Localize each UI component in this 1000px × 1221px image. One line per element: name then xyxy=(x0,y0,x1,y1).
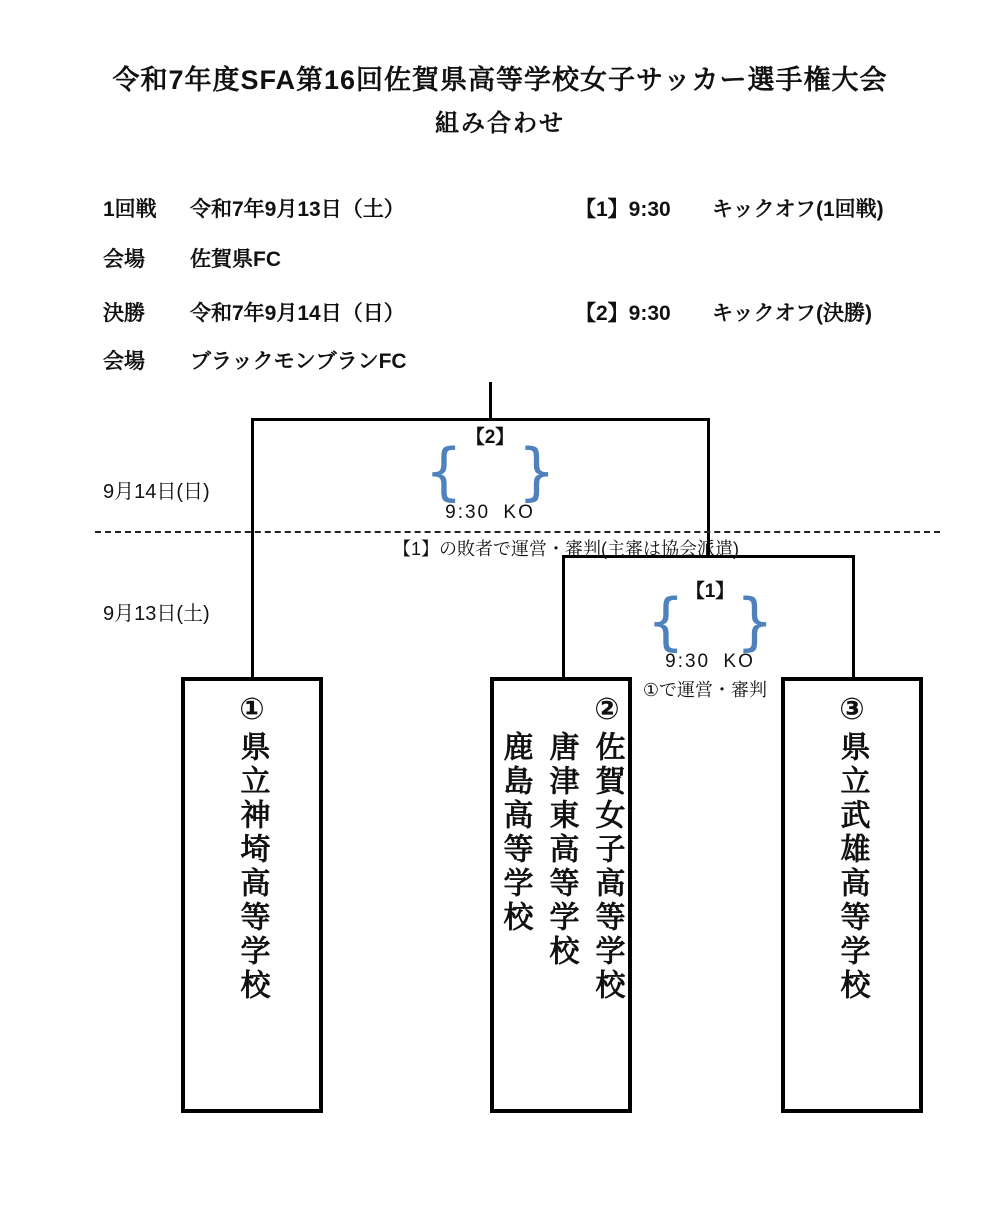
team-box-2 xyxy=(490,677,632,1113)
team-entry xyxy=(836,692,869,1003)
schedule-row-first-round xyxy=(0,193,1000,221)
right-brace-icon xyxy=(518,443,555,501)
final-score-braces xyxy=(424,443,556,501)
match1-label: 【1】 xyxy=(685,581,735,602)
team-entry xyxy=(591,692,624,1003)
schedule-row-final xyxy=(0,297,1000,325)
round-date: 令和7年9月13日（土） xyxy=(190,198,405,221)
venue-name: 佐賀県FC xyxy=(190,248,281,271)
school-name: 鹿島高等学校 xyxy=(498,731,532,935)
school-name: 県立神埼高等学校 xyxy=(235,731,269,1003)
page-subtitle: 組み合わせ xyxy=(435,110,565,137)
match1-right-leg-line xyxy=(852,555,855,677)
seed-number: ③ xyxy=(835,692,869,731)
team-box-3-columns xyxy=(785,681,919,1109)
left-brace-icon xyxy=(425,443,462,501)
match-time-tag: 【2】9:30 xyxy=(575,302,671,325)
final-horizontal-line xyxy=(251,418,710,421)
match1-left-leg-line xyxy=(562,555,565,677)
seed-number: ① xyxy=(235,692,269,731)
school-name: 唐津東高等学校 xyxy=(544,731,578,969)
round-label: 決勝 xyxy=(103,302,145,325)
round-date: 令和7年9月14日（日） xyxy=(190,302,405,325)
left-brace-icon xyxy=(647,593,684,651)
team-box-2-columns xyxy=(494,681,628,1109)
team-entry xyxy=(236,692,269,1003)
venue-name: ブラックモンブランFC xyxy=(190,350,407,373)
first-round-day-label: 9月13日(土) xyxy=(103,603,210,625)
right-brace-icon xyxy=(736,593,773,651)
match1-kickoff-label: 9:30 KO xyxy=(665,651,755,672)
final-kickoff-label: 9:30 KO xyxy=(445,502,535,523)
team-entry xyxy=(545,731,578,969)
school-name: 県立武雄高等学校 xyxy=(835,731,869,1003)
loser-duty-note: 【1】の敗者で運営・審判(主審は協会派遣) xyxy=(393,539,739,559)
kickoff-note: キックオフ(1回戦) xyxy=(712,198,884,221)
champion-stub-line xyxy=(489,382,492,420)
match1-score-braces xyxy=(646,593,774,651)
kickoff-note: キックオフ(決勝) xyxy=(712,302,872,325)
match-time-tag: 【1】9:30 xyxy=(575,198,671,221)
final-day-label: 9月14日(日) xyxy=(103,481,210,503)
round-label: 1回戦 xyxy=(103,198,157,221)
venue-label: 会場 xyxy=(103,350,145,373)
match1-duty-note: ①で運営・審判 xyxy=(642,680,768,700)
team-entry xyxy=(499,731,532,935)
schedule-row-venue-2 xyxy=(0,345,1000,373)
final-left-leg-line xyxy=(251,418,254,677)
seed-number: ② xyxy=(590,692,624,731)
team-box-1 xyxy=(181,677,323,1113)
schedule-row-venue-1 xyxy=(0,243,1000,271)
page-title: 令和7年度SFA第16回佐賀県高等学校女子サッカー選手権大会 xyxy=(112,65,888,95)
round-divider-dashed-line xyxy=(95,531,940,533)
team-box-1-columns xyxy=(185,681,319,1109)
venue-label: 会場 xyxy=(103,248,145,271)
school-name: 佐賀女子高等学校 xyxy=(590,731,624,1003)
team-box-3 xyxy=(781,677,923,1113)
final-match-label: 【2】 xyxy=(465,427,515,448)
